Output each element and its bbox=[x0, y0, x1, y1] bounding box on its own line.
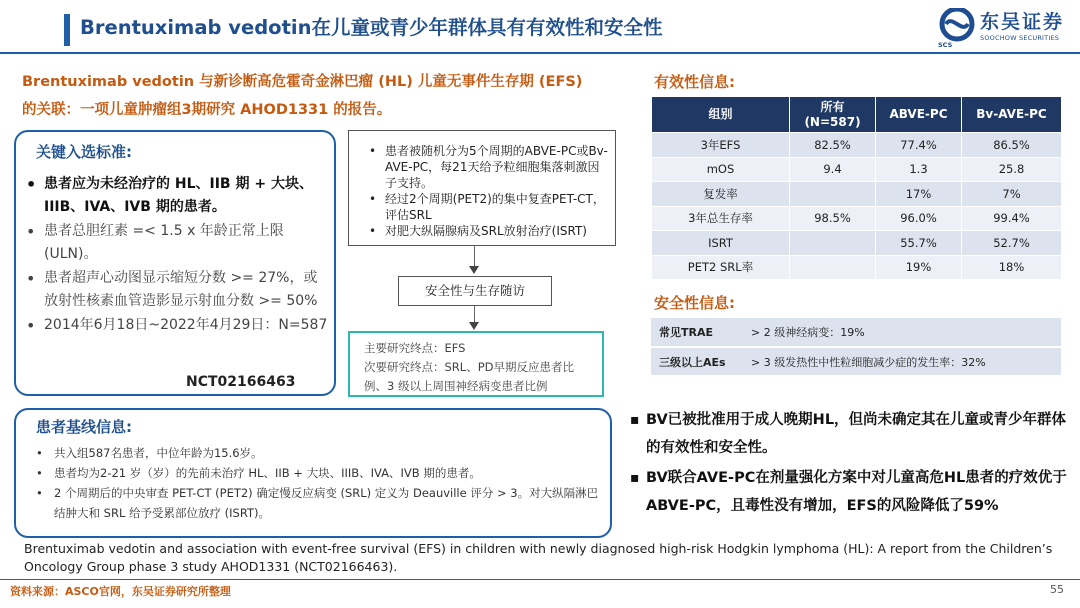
inclusion-criteria-title: 关键入选标准: bbox=[36, 143, 132, 161]
table-cell: 9.4 bbox=[790, 157, 876, 182]
column-header: ABVE-PC bbox=[876, 97, 962, 133]
randomization-box bbox=[348, 130, 616, 246]
table-cell: 96.0% bbox=[876, 206, 962, 231]
efficacy-table bbox=[651, 96, 1062, 280]
table-row bbox=[652, 133, 1062, 158]
table-cell: 25.8 bbox=[962, 157, 1062, 182]
table-row bbox=[652, 231, 1062, 256]
study-intro bbox=[22, 68, 622, 124]
column-header: Bv-AVE-PC bbox=[962, 97, 1062, 133]
table-row bbox=[651, 347, 1061, 376]
source-note: 资料来源：ASCO官网，东吴证券研究所整理 bbox=[10, 585, 231, 598]
baseline-item: • 共入组587名患者，中位年龄为15.6岁。 bbox=[30, 443, 602, 463]
title-accent-bar bbox=[64, 14, 70, 46]
table-cell: > 2 级神经病变：19% bbox=[743, 318, 1061, 347]
conclusion-item: ▪ BV已被批准用于成人晚期HL，但尚未确定其在儿童或青少年群体的有效性和安全性。 bbox=[630, 406, 1070, 462]
trial-id: NCT02166463 bbox=[186, 374, 296, 390]
table-cell: 7% bbox=[962, 182, 1062, 207]
table-cell bbox=[790, 182, 876, 207]
followup-box: 安全性与生存随访 bbox=[398, 276, 552, 306]
row-label: 三级以上AEs bbox=[651, 347, 743, 376]
criteria-item: • 患者应为未经治疗的 HL、IIB 期 + 大块、IIIB、IVA、IVB 期的患者。 bbox=[24, 173, 329, 219]
study-intro-line: Brentuximab vedotin 与新诊断高危霍奇金淋巴瘤 (HL) 儿童无事件生存期 (EFS) bbox=[22, 74, 583, 90]
row-label: 复发率 bbox=[652, 182, 790, 207]
table-cell bbox=[790, 231, 876, 256]
arrow-down-icon bbox=[469, 266, 479, 274]
row-label: 3年总生存率 bbox=[652, 206, 790, 231]
column-header: 组别 bbox=[652, 97, 790, 133]
table-cell: 86.5% bbox=[962, 133, 1062, 158]
secondary-endpoints: 次要研究终点：SRL、PD早期反应患者比例、3 级以上周围神经病变患者比例 bbox=[364, 360, 574, 393]
table-cell bbox=[790, 255, 876, 280]
conclusions-list bbox=[630, 406, 1070, 522]
endpoints-box bbox=[348, 331, 604, 397]
baseline-item: • 患者均为2-21 岁（岁）的先前未治疗 HL、IIB + 大块、IIIB、IVA、IVB 期的患者。 bbox=[30, 463, 602, 483]
row-label: PET2 SRL率 bbox=[652, 255, 790, 280]
reference-citation: Brentuximab vedotin and association with event-free survival (EFS) in children with newly diagnosed high-risk Hodgkin lymphoma (HL): A report from the Children’s Oncology Group phase 3 study AHOD1331 (NCT02166463). bbox=[24, 541, 1053, 574]
table-row bbox=[652, 255, 1062, 280]
baseline-list bbox=[30, 443, 602, 523]
criteria-item: • 患者超声心动图显示缩短分数 >= 27%，或放射性核素血管造影显示射血分数 >= 50% bbox=[24, 267, 329, 313]
table-cell: 18% bbox=[962, 255, 1062, 280]
conclusion-item: ▪ BV联合AVE-PC在剂量强化方案中对儿童高危HL患者的疗效优于ABVE-PC，且毒性没有增加，EFS的风险降低了59% bbox=[630, 464, 1070, 520]
flow-item: • 经过2个周期(PET2)的集中复查PET-CT，评估SRL bbox=[361, 191, 609, 223]
table-cell: 99.4% bbox=[962, 206, 1062, 231]
table-row bbox=[652, 206, 1062, 231]
page-number: 55 bbox=[1050, 583, 1064, 596]
page-title: Brentuximab vedotin在儿童或青少年群体具有有效性和安全性 bbox=[80, 16, 663, 39]
safety-table bbox=[651, 318, 1061, 377]
logo-english-name: SOOCHOW SECURITIES bbox=[980, 34, 1060, 42]
header-divider bbox=[0, 52, 1080, 54]
table-cell: 82.5% bbox=[790, 133, 876, 158]
table-header-row bbox=[652, 97, 1062, 133]
criteria-item: • 2014年6月18日~2022年4月29日：N=587 bbox=[24, 314, 329, 337]
row-label: 常见TRAE bbox=[651, 318, 743, 347]
footer-divider bbox=[0, 579, 1080, 580]
safety-title: 安全性信息: bbox=[654, 294, 735, 312]
primary-endpoint: 主要研究终点：EFS bbox=[364, 341, 466, 355]
table-cell: 17% bbox=[876, 182, 962, 207]
table-cell: > 3 级发热性中性粒细胞减少症的发生率：32% bbox=[743, 347, 1061, 376]
row-label: 3年EFS bbox=[652, 133, 790, 158]
table-row bbox=[651, 318, 1061, 347]
flow-item: • 对肥大纵隔腺病及SRL放射治疗(ISRT) bbox=[361, 223, 609, 239]
baseline-title: 患者基线信息: bbox=[36, 418, 132, 436]
table-cell: 55.7% bbox=[876, 231, 962, 256]
baseline-item: • 2 个周期后的中央审查 PET-CT (PET2) 确定慢反应病变 (SRL) 定义为 Deauville 评分 > 3。对大纵隔淋巴结肿大和 SRL 给予受累部位放疗 (ISRT)。 bbox=[30, 483, 602, 523]
table-cell: 1.3 bbox=[876, 157, 962, 182]
flow-connector bbox=[474, 246, 475, 268]
logo-short-text: SCS bbox=[938, 41, 953, 49]
logo-chinese-name: 东吴证券 bbox=[980, 11, 1065, 33]
column-header: 所有 (N=587) bbox=[790, 97, 876, 133]
criteria-item: • 患者总胆红素 =< 1.5 x 年龄正常上限 (ULN)。 bbox=[24, 220, 329, 266]
inclusion-criteria-list bbox=[24, 173, 329, 338]
table-cell: 98.5% bbox=[790, 206, 876, 231]
efficacy-title: 有效性信息: bbox=[654, 73, 735, 91]
table-row bbox=[652, 182, 1062, 207]
table-cell: 52.7% bbox=[962, 231, 1062, 256]
row-label: mOS bbox=[652, 157, 790, 182]
flow-item: • 患者被随机分为5个周期的ABVE-PC或Bv-AVE-PC，每21天给予粒细胞集落刺激因子支持。 bbox=[361, 143, 609, 191]
table-cell: 77.4% bbox=[876, 133, 962, 158]
table-cell: 19% bbox=[876, 255, 962, 280]
table-row bbox=[652, 157, 1062, 182]
arrow-down-icon bbox=[469, 322, 479, 330]
row-label: ISRT bbox=[652, 231, 790, 256]
company-logo bbox=[938, 6, 1074, 50]
study-intro-line: 的关联：一项儿童肿瘤组3期研究 AHOD1331 的报告。 bbox=[22, 102, 392, 118]
